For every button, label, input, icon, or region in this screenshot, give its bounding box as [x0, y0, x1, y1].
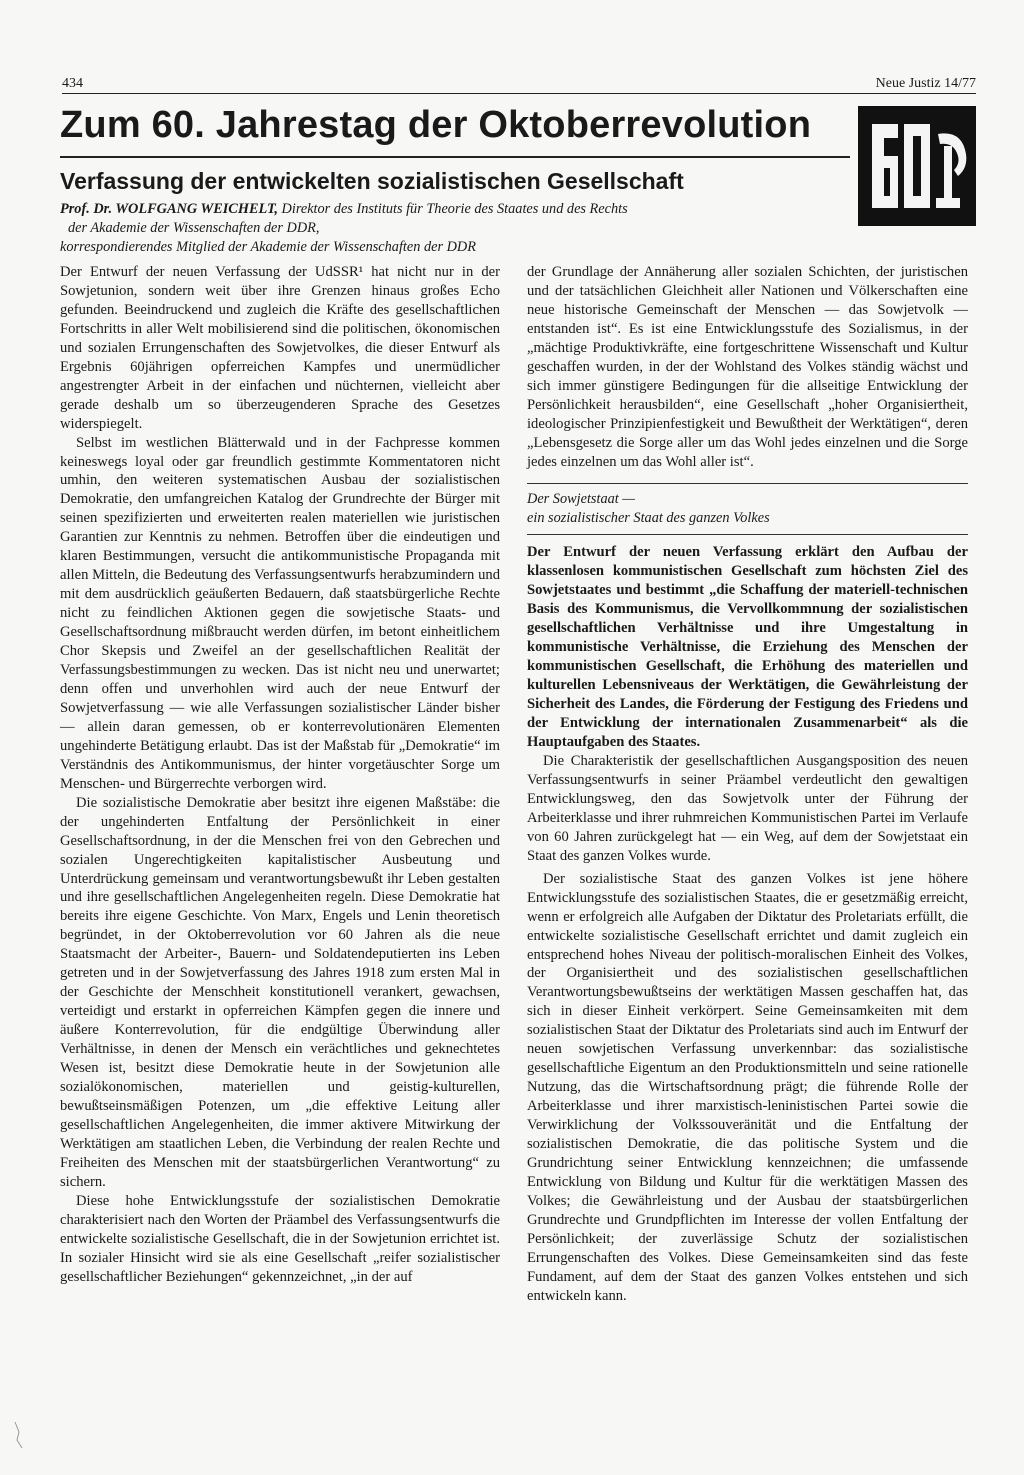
section-heading-line-1: Der Sowjetstaat — [527, 491, 636, 508]
author-affiliation-2: der Akademie der Wissenschaften der DDR, [68, 220, 320, 236]
left-column [60, 263, 500, 1286]
author-affiliation-1: Direktor des Instituts für Theorie des Staates und des Rechts [277, 201, 628, 217]
paragraph: Der sozialistische Staat des ganzen Volkes ist jene höhere Entwicklungsstufe des sozialistischen Staates, die er gesetzmäßig erreicht, wenn er erfolgreich alle Aufgaben der Diktatur des Proletariats erfüllt, die entwickelte sozialistische Gesellschaft errichtet und damit zugleich ein entsprechend hohes Niveau der politisch-moralischen Einheit des Volkes, der Organisiertheit und des sozialistischen gesellschaftlichen Verantwortungsbewußtseins der werktätigen Massen geschaffen hat, das sich in dieser Einheit verkörpert. Seine Gemeinsamkeiten mit dem sozialistischen Staat der Diktatur des Proletariats sind auch im Entwurf der neuen sowjetischen Verfassung unverkennbar: das sozialistische gesellschaftliche Eigentum an den Produktionsmitteln und seine rationelle Nutzung, das die Wirtschaftsordnung prägt; die führende Rolle der Arbeiterklasse und ihrer marxistisch-leninistischen Partei sowie die Verwirklichung der Volkssouveränität und die Entfaltung der sozialistischen Demokratie, die das politische System und die Grundrichtung seiner Entwicklung kennzeichnen; die umfassende Entwicklung von Bildung und Kultur für die werktätigen Massen des Volkes; die Gewährleistung und der Ausbau der staatsbürgerlichen Grundrechte und Grundpflichten im Interesse der vollen Entfaltung der Persönlichkeit; der zuverlässige Schutz der sozialistischen Errungenschaften des Volkes. Diese Gemeinsamkeiten sind das feste Fundament, auf dem der Staat des ganzen Volkes entstehen und sich entwickeln kann. [527, 870, 968, 1304]
journal-issue: Neue Justiz 14/77 [875, 76, 976, 91]
title-rule [60, 156, 850, 158]
paragraph: Der Entwurf der neuen Verfassung der UdSSR¹ hat nicht nur in der Sowjetunion, sondern weit über ihre Grenzen hinaus großes Echo gefunden. Beeindruckend und zugleich die Kräfte des gesellschaftlichen Fortschritts in aller Welt mobilisierend sind die politischen, ökonomischen und sozialen Errungenschaften des Sowjetvolkes, die dieser Entwurf als Ergebnis 60jährigen opferreichen Kampfes und unermüdlicher angestrengter Arbeit in der einfachen und nüchternen, vielleicht aber gerade deshalb um so überzeugenderen Sprache des Gesetzes widerspiegelt. [60, 264, 500, 432]
scan-mark-icon [12, 1420, 26, 1450]
article-subtitle: Verfassung der entwickelten sozialistischen Gesellschaft [60, 168, 684, 194]
right-column [527, 263, 968, 1306]
section-heading [527, 483, 968, 535]
paragraph: Diese hohe Entwicklungsstufe der sozialistischen Demokratie charakterisiert nach den Worten der Präambel des Verfassungsentwurfs die entwickelte sozialistische Gesellschaft, die in der Sowjetunion errichtet ist. In sozialer Hinsicht wird sie als eine Gesellschaft „reifer sozialistischer gesellschaftlicher Beziehungen“ gekennzeichnet, „in der auf [60, 1192, 500, 1285]
header-rule [62, 93, 976, 94]
paragraph: der Grundlage der Annäherung aller sozialen Schichten, der juristischen und der tatsächlichen Gleichheit aller Nationen und Völkerschaften eine neue historische Gemeinschaft der Menschen — das Sowjetvolk — entstanden ist“. Es ist eine Entwicklungsstufe des Sozialismus, in der „mächtige Produktivkräfte, eine fortgeschrittene Wissenschaft und Kultur geschaffen wurden, in der der Wohlstand des Volkes ständig wächst und sich immer günstigere Bedingungen für die allseitige Entwicklung der Persönlichkeit herausbilden“, eine Gesellschaft „hoher Organisiertheit, ideologischer Prinzipienfestigkeit und Bewußtheit der Werktätigen“, deren „Lebensgesetz die Sorge aller um das Wohl jedes einzelnen und die Sorge jedes einzelnen um das Wohl aller ist“. [527, 264, 968, 470]
bold-intro-paragraph: Der Entwurf der neuen Verfassung erklärt den Aufbau der klassenlosen kommunistischen Gesellschaft zum höchsten Ziel des Sowjetstaates und bestimmt „die Schaffung der materiell-technischen Basis des Kommunismus, die Vervollkommnung der sozialistischen gesellschaftlichen Verhältnisse und ihre Umgestaltung in kommunistische Verhältnisse, die Erziehung des Menschen der kommunistischen Gesellschaft, die Erhöhung des materiellen und kulturellen Lebensniveaus der Werktätigen, die Gewährleistung der Sicherheit des Landes, die Förderung der Festigung des Friedens und der Entwicklung der internationalen Zusammenarbeit“ als die Hauptaufgaben des Staates. [527, 544, 968, 751]
author-byline [60, 200, 860, 257]
sixty-years-emblem-icon [858, 106, 976, 226]
paragraph: Die Charakteristik der gesellschaftlichen Ausgangsposition des neuen Verfassungsentwurfs in seiner Präambel verdeutlicht den gewaltigen Entwicklungsweg, den das Sowjetvolk unter der Führung der Arbeiterklasse und ihrer ruhmreichen Kommunistischen Partei im Verlaufe von 60 Jahren zurückgelegt hat — ein Weg, auf dem der Sowjetstaat ein Staat des ganzen Volkes wurde. [527, 752, 968, 864]
anniversary-logo [858, 106, 976, 226]
section-heading-line-2: ein sozialistischer Staat des ganzen Volkes [527, 509, 968, 535]
paragraph: Die sozialistische Demokratie aber besitzt ihre eigenen Maßstäbe: die der ungehinderten Entfaltung der Persönlichkeit in einer Gesellschaftsordnung, in der die Menschen frei von den Gebrechen und sozialen Ungerechtigkeiten kapitalistischer Ausbeutung und Unterdrückung gemeinsam und verantwortungsbewußt ihr Leben gestalten und ihre gesellschaftlichen Angelegenheiten regeln. Diese Demokratie hat bereits ihre eigene Geschichte. Von Marx, Engels und Lenin theoretisch begründet, in der Oktoberrevolution vor 60 Jahren als die neue Staatsmacht der Arbeiter-, Bauern- und Soldatendeputierten ins Leben getreten und in der Sowjetverfassung des Jahres 1918 zum ersten Mal in der Geschichte der Menschheit konstitutionell verankert, gewachsen, verteidigt und erstarkt in opferreichen Kämpfen gegen die innere und äußere Konterrevolution, für die endgültige Überwindung aller Verhältnisse, in denen der Mensch ein verächtliches und geknechtetes Wesen ist, besitzt diese Demokratie heute in der Sowjetunion alle sozialökonomischen, materiellen und geistig-kulturellen, bewußtseinsmäßigen Potenzen, um „die effektive Leitung aller gesellschaftlichen Angelegenheiten, die immer aktivere Mitwirkung der Werktätigen am staatlichen Leben, die Verbindung der realen Rechte und Freiheiten des Menschen mit der staatsbürgerlichen Verantwortung“ zu sichern. [60, 794, 500, 1190]
paragraph: Selbst im westlichen Blätterwald und in der Fachpresse kommen keineswegs loyal oder gar freundlich gestimmte Kommentatoren nicht umhin, den weiteren systematischen Ausbau der sozialistischen Demokratie, den umfangreichen Katalog der Grundrechte der Bürger mit seinen spezifizierten und erweiterten realen materiellen wie juristischen Garantien zur Kenntnis zu nehmen. Betroffen über die eindeutigen und klaren Bestimmungen, versucht die antikommunistische Propaganda mit allen Mitteln, die Bedeutung des Verfassungsentwurfs herabzumindern und mit dem ausdrücklich geäußerten Bedauern, daß staatsbürgerliche Rechte nicht zu feindlichen Aktionen gegen die sowjetische Staats- und Gesellschaftsordnung mißbraucht werden dürfen, im betont einheitlichem Chor Skepsis und Zweifel an der gesellschaftlichen Realität der Verfassungsbestimmungen zu wecken. Das ist nicht neu und unerwartet; denn offen und unverhohlen wird auch der neue Entwurf der Sowjetverfassung — wie alle Verfassungen sozialistischer Länder bisher — allein daran gemessen, ob er konterrevolutionären Elementen ungehinderte Betätigung erlaubt. Das ist der Maßstab für „Demokratie“ im Verständnis des Antikommunismus, der hinter vorgetäuschter Sorge um Menschen- und Bürgerrechte verborgen wird. [60, 434, 500, 792]
author-affiliation-3: korrespondierendes Mitglied der Akademie der Wissenschaften der DDR [60, 239, 476, 255]
running-header [62, 74, 976, 94]
author-name: Prof. Dr. WOLFGANG WEICHELT, [60, 201, 278, 217]
page-number: 434 [62, 76, 83, 91]
article-title: Zum 60. Jahrestag der Oktoberrevolution [60, 104, 812, 146]
